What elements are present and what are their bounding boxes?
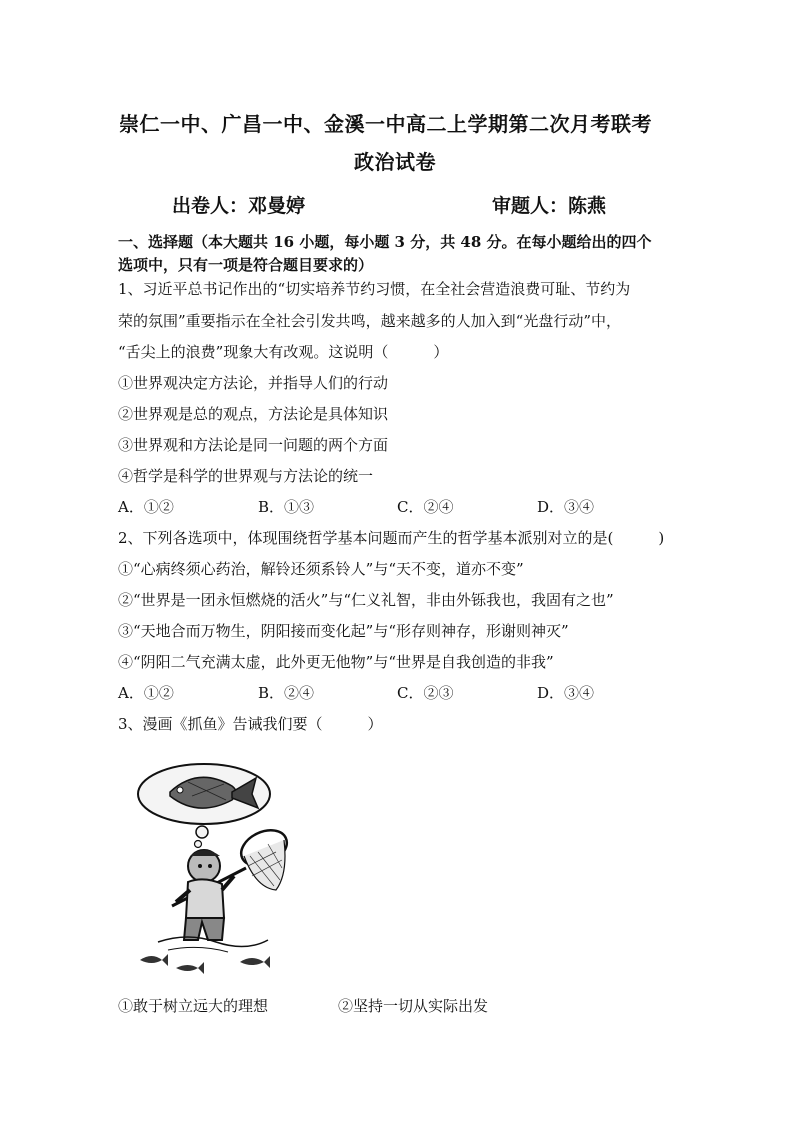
fishing-comic-illustration [128,756,302,978]
q1-stem-line-1: 1、习近平总书记作出的“切实培养节约习惯，在全社会营造浪费可耻、节约为 [118,280,631,298]
q2-option-d: D．③④ [537,684,595,702]
q2-stem: 2、下列各选项中，体现围绕哲学基本问题而产生的哲学基本派别对立的是( ) [118,529,665,547]
reviewer-label: 审题人：陈燕 [492,195,607,217]
q1-statement-3: ③世界观和方法论是同一问题的两个方面 [118,436,389,454]
q1-option-a: A．①② [118,498,174,516]
setter-label: 出卷人：邓曼婷 [172,195,306,217]
title-line-2: 政治试卷 [354,150,436,174]
title-line-1: 崇仁一中、广昌一中、金溪一中高二上学期第二次月考联考 [119,112,652,136]
q3-statement-2: ②坚持一切从实际出发 [338,997,489,1015]
q2-option-b: B．②④ [258,684,315,702]
q1-option-b: B．①③ [258,498,315,516]
q2-statement-1: ①“心病终须心药治，解铃还须系铃人”与“天不变，道亦不变” [118,560,524,578]
q2-statement-4: ④“阴阳二气充满太虚，此外更无他物”与“世界是自我创造的非我” [118,653,554,671]
q1-stem-line-3: “舌尖上的浪费”现象大有改观。这说明（ ） [118,343,449,361]
q1-option-c: C．②④ [397,498,454,516]
q3-stem: 3、漫画《抓鱼》告诫我们要（ ） [118,715,383,733]
q2-option-c: C．②③ [397,684,454,702]
q1-statement-2: ②世界观是总的观点，方法论是具体知识 [118,405,389,423]
q1-option-d: D．③④ [537,498,595,516]
q3-statement-1: ①敢于树立远大的理想 [118,997,269,1015]
q1-statement-1: ①世界观决定方法论，并指导人们的行动 [118,374,389,392]
section-header-line-2: 选项中，只有一项是符合题目要求的） [118,256,374,274]
q2-statement-2: ②“世界是一团永恒燃烧的活火”与“仁义礼智，非由外铄我也，我固有之也” [118,591,614,609]
q1-statement-4: ④哲学是科学的世界观与方法论的统一 [118,467,374,485]
q2-option-a: A．①② [118,684,174,702]
section-header-line-1: 一、选择题（本大题共 16 小题，每小题 3 分，共 48 分。在每小题给出的四个 [118,233,652,251]
q1-stem-line-2: 荣的氛围”重要指示在全社会引发共鸣，越来越多的人加入到“光盘行动”中， [118,312,622,330]
small-fish-icon [140,954,270,974]
q2-statement-3: ③“天地合而万物生，阴阳接而变化起”与“形存则神存，形谢则神灭” [118,622,569,640]
person-icon [176,850,234,940]
